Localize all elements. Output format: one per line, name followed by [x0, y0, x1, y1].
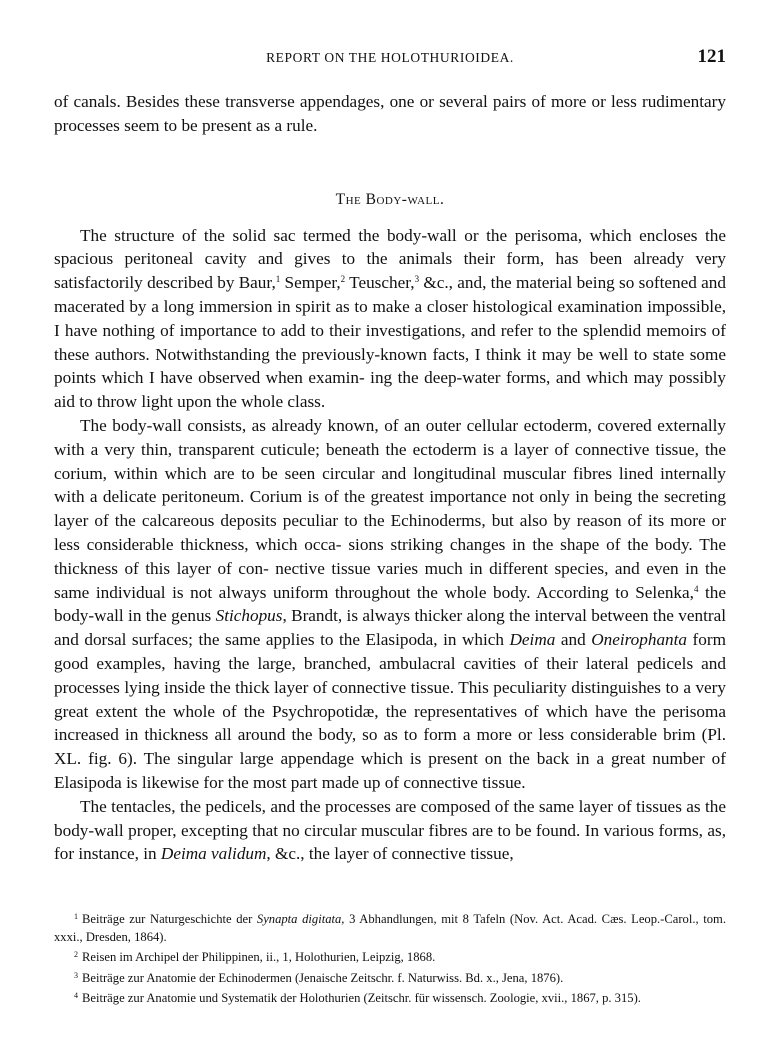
taxon-name: Deima: [509, 630, 556, 650]
text-run: The structure of the solid sac termed the body-wall or the perisoma, which encloses the spacious peritoneal cavity and gives to the animals their form, has been already very satisfactorily described by Baur,: [54, 225, 726, 293]
taxon-name: Deima validum: [160, 844, 267, 864]
footnote-mark: 1: [275, 274, 281, 285]
footnote: [54, 946, 726, 967]
taxon-name: Stichopus: [215, 606, 283, 626]
paragraph-1: [54, 224, 726, 414]
footnote-text: , 3 Abhandlungen, mit 8 Tafeln (Nov. Act. Acad. Cæs. Leop.-Carol., tom. xxxi., Dresden, 1864).: [54, 912, 726, 944]
text-run: , Brandt, is always thicker along the interval between the ventral and dorsal surfaces; the same applies to the Elasipoda, in which: [54, 606, 727, 650]
text-run: The body-wall consists, as already known, of an outer cellular ectoderm, covered externally with a very thin, transparent cuticule; beneath the ectoderm is a layer of connective tissue, the corium, within which are to be seen circular and longitudinal muscular fibres lined internally with a delicate peritoneum. Corium is of the greatest importance not only in being the secreting layer of the calcareous deposits peculiar to the Echinoderms, but also by reason of its more or less considerable thickness, which occa- sions striking changes in the shape of the body. The thickness of this layer of con- nective tissue varies much in different species, and even in the same individual is not always uniform throughout the whole body. According to Selenka,: [54, 415, 726, 602]
taxon-name: Synapta digitata: [256, 912, 342, 926]
text-run: Semper,: [280, 273, 341, 293]
text-run: The tentacles, the pedicels, and the processes are composed of the same layer of tissues as the body-wall proper, excepting that no circular muscular fibres are to be found. In various forms, as, for instance, in: [54, 796, 726, 864]
page-header: [54, 46, 726, 72]
paragraph-2: [54, 414, 726, 795]
footnote-number: 3: [74, 970, 78, 980]
footnote-text: Beiträge zur Anatomie und Systematik der Holothurien (Zeitschr. für wissensch. Zoologie, xvii., 1867, p. 315).: [82, 991, 641, 1005]
footnotes: [54, 908, 726, 1008]
footnote-mark: 4: [693, 583, 699, 594]
footnote: [54, 967, 726, 988]
opening-paragraph: of canals. Besides these transverse appendages, one or several pairs of more or less rudimentary processes seem to be present as a rule.: [54, 92, 726, 135]
text-run: the body-wall in the genus: [54, 582, 726, 626]
running-title: REPORT ON THE HOLOTHURIOIDEA.: [266, 50, 514, 65]
footnote-number: 2: [74, 950, 78, 959]
footnote-number: 4: [74, 991, 78, 1000]
text-run: and: [555, 630, 592, 650]
text-run: form good examples, having the large, branched, ambulacral cavities of their lateral pedicels and processes lying inside the thick layer of connective tissue. This peculiarity distinguishes to a very great extent the whole of the Psychropotidæ, the representatives of which have the perisoma increased in thickness all around the body, so as to form a more or less considerable brim (Pl. XL. fig. 6). The singular large appendage which is present on the back in a great number of Elasipoda is likewise for the most part made up of connective tissue.: [54, 630, 726, 792]
section-heading-text: The Body-wall.: [335, 190, 445, 208]
footnote-text: Reisen im Archipel der Philippinen, ii., 1, Holothurien, Leipzig, 1868.: [82, 950, 436, 964]
footnote: [54, 908, 726, 946]
footnote-number: 1: [74, 912, 78, 921]
footnote-mark: 3: [414, 274, 420, 285]
taxon-name: Oneirophanta: [591, 630, 688, 650]
text-run: Teuscher,: [345, 273, 415, 293]
footnote-text: Beiträge zur Naturgeschichte der: [82, 912, 257, 926]
section-heading: [54, 188, 726, 212]
page-number: 121: [697, 46, 726, 67]
paragraph-3: [54, 795, 726, 866]
footnote-mark: 2: [340, 274, 346, 285]
footnote: [54, 987, 726, 1008]
text-run: , &c., the layer of connective tissue,: [266, 844, 514, 864]
text-run: &c., and, the material being so softened and macerated by a long immersion in spirit as to make a closer histological examination impossible, I have nothing of importance to add to their investigations, and refer to the splendid memoirs of these authors. Notwithstanding the previously-known facts, I think it may be well to state some points which I have observed when examin- ing the deep-water forms, and which may possibly aid to throw light upon the whole class.: [54, 273, 726, 412]
footnote-text: Beiträge zur Anatomie der Echinodermen (Jenaische Zeitschr. f. Naturwiss. Bd. x., Jena, 1876).: [82, 970, 564, 985]
body-text: [54, 90, 726, 866]
